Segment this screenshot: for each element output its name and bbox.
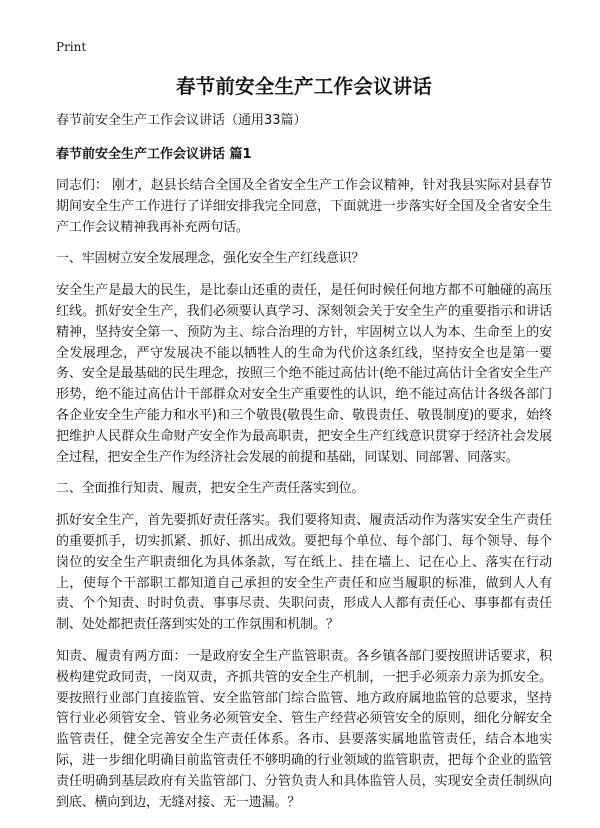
paragraph-responsibility: 抓好安全生产，首先要抓好责任落实。我们要将知责、履责活动作为落实安全生产责任的重要抓手，切实抓紧、抓好、抓出成效。要把每个单位、每个部门、每个领导、每个岗位的安全生产职责细化为具体条款，写在纸上、挂在墙上、记在心上、落实在行动上，使每个干部职工都知道自己承担的安全生产责任和应当履职的标准，做到人人有责、个个知责、时时负责、事事尽责、失职问责，形成人人都有责任心、事事都有责任制、处处都把责任落到实处的工作氛围和机制。？ xyxy=(56,513,552,633)
paragraph-supervision: 知责、履责有两方面：一是政府安全生产监管职责。各乡镇各部门要按照讲话要求，积极构建党政同责，一岗双责，齐抓共管的安全生产机制，一把手必须亲力亲为抓安全。要按照行业部门直接监管、安全监管部门综合监管、地方政府属地监管的总要求，坚持管行业必须管安全、管业务必须管安全、管生产经营必须管安全的原则，细化分解安全监管责任，健全完善安全生产责任体系。各市、县要落实属地监管责任，结合本地实际，进一步细化明确目前监管责任不够明确的行业领域的监管职责，把每个企业的监管责任明确到基层政府有关监管部门、分管负责人和具体监管人员，实现安全责任制纵向到底、横向到边，无缝对接、无一遗漏。？ xyxy=(56,648,552,810)
paragraph-heading-2: 二、全面推行知责、履责，把安全生产责任落实到位。 xyxy=(56,481,365,497)
paragraph-safety-redline: 安全生产是最大的民生，是比泰山还重的责任，是任何时候任何地方都不可触碰的高压红线。抓好安全生产，我们必须要认真学习、深刻领会关于安全生产的重要指示和讲话精神，坚持安全第一、预防为主、综合治理的方针，牢固树立以人为本、生命至上的安全发展理念，严守发展决不能以牺牲人的生命为代价这条红线，坚持安全也是第一要务、安全是最基础的民生理念，按照三个绝不能过高估计(绝不能过高估计全省安全生产形势，绝不能过高估计干部群众对安全生产重要性的认识，绝不能过高估计各级各部门各企业安全生产能力和水平)和三个敬畏(敬畏生命、敬畏责任、敬畏制度)的要求，始终把维护人民群众生命财产安全作为最高职责，把安全生产红线意识贯穿于经济社会发展全过程，把安全生产作为经济社会发展的前提和基础，同谋划、同部署、同落实。 xyxy=(56,283,552,465)
document-title: 春节前安全生产工作会议讲话 xyxy=(175,75,433,98)
paragraph-heading-1: 一、牢固树立安全发展理念，强化安全生产红线意识？ xyxy=(56,251,365,267)
section-heading: 春节前安全生产工作会议讲话 篇1 xyxy=(56,147,252,162)
document-page xyxy=(56,40,552,824)
print-link[interactable]: Print xyxy=(56,40,87,54)
document-subtitle: 春节前安全生产工作会议讲话（通用33篇） xyxy=(56,113,307,128)
paragraph-opening: 同志们： 刚才，赵县长结合全国及全省安全生产工作会议精神，针对我县实际对县春节期间安全生产工作进行了详细安排我完全同意，下面就进一步落实好全国及全省安全生产工作会议精神我再补充两句话。 xyxy=(56,178,552,235)
